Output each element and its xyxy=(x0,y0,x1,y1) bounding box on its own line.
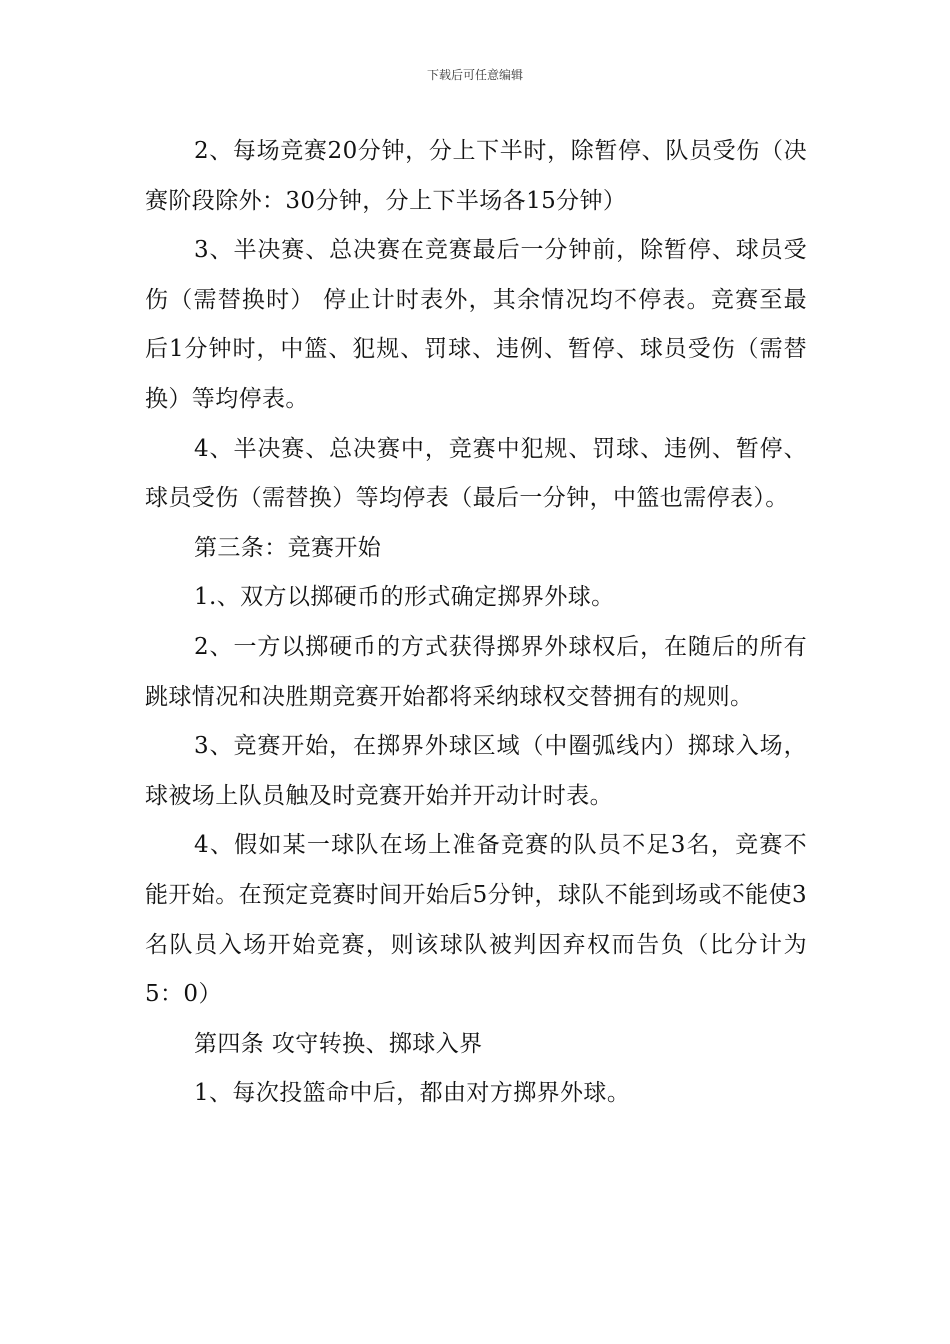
paragraph-alternating-possession: 2、一方以掷硬币的方式获得掷界外球权后，在随后的所有跳球情况和决胜期竞赛开始都将采纳球权交替拥有的规则。 xyxy=(145,633,807,710)
paragraph-rule-4-clock-stops: 4、半决赛、总决赛中，竞赛中犯规、罚球、违例、暂停、球员受伤（需替换）等均停表（最后一分钟，中篮也需停表）。 xyxy=(145,435,807,512)
paragraph-coin-toss: 1.、双方以掷硬币的形式确定掷界外球。 xyxy=(194,584,615,611)
paragraph-rule-2-game-duration: 2、每场竞赛20分钟，分上下半时，除暂停、队员受伤（决赛阶段除外：30分钟，分上下半场各15分钟） xyxy=(145,138,807,214)
section-heading-article-3: 第三条：竞赛开始 xyxy=(194,534,382,561)
paragraph-game-start-throw-in: 3、竞赛开始，在掷界外球区域（中圈弧线内）掷球入场，球被场上队员触及时竞赛开始并开动计时表。 xyxy=(145,733,807,809)
document-body xyxy=(145,127,807,1119)
paragraph-throw-in-after-score: 1、每次投篮命中后，都由对方掷界外球。 xyxy=(194,1080,631,1107)
page-header: 下载后可任意编辑 xyxy=(426,68,523,82)
paragraph-forfeit-rule: 4、假如某一球队在场上准备竞赛的队员不足3名，竞赛不能开始。在预定竞赛时间开始后5分钟，球队不能到场或不能使3名队员入场开始竞赛，则该球队被判因弃权而告负（比分计为5：0） xyxy=(145,832,807,1008)
section-heading-article-4: 第四条 攻守转换、掷球入界 xyxy=(194,1030,483,1057)
paragraph-rule-3-semifinal-timing: 3、半决赛、总决赛在竞赛最后一分钟前，除暂停、球员受伤（需替换时） 停止计时表外，其余情况均不停表。竞赛至最后1分钟时，中篮、犯规、罚球、违例、暂停、球员受伤（需替换）等均停表。 xyxy=(145,237,807,412)
